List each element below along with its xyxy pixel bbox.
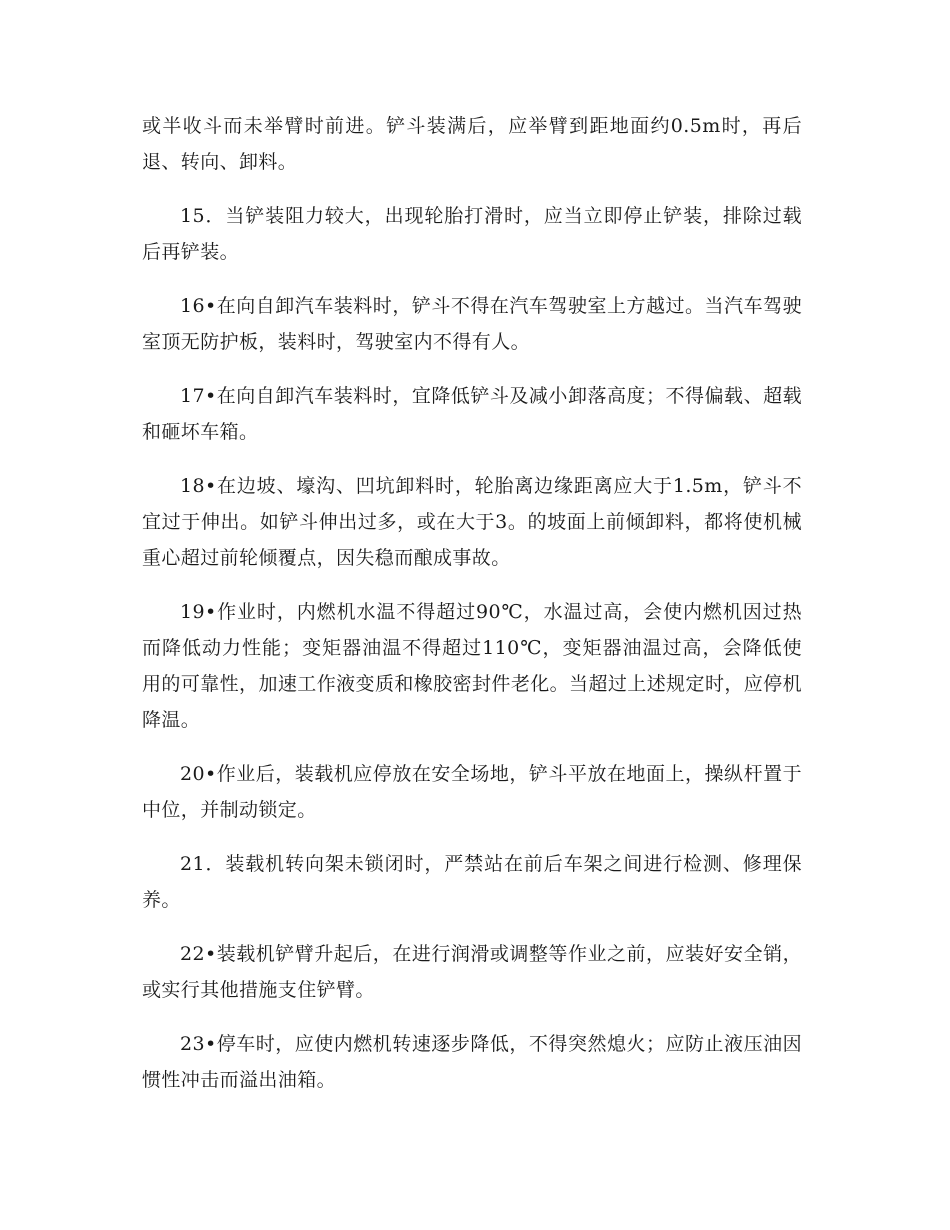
paragraph-item-16: 16•在向自卸汽车装料时，铲斗不得在汽车驾驶室上方越过。当汽车驾驶室顶无防护板，装料时，驾驶室内不得有人。 xyxy=(142,295,802,353)
paragraph-item-20: 20•作业后，装载机应停放在安全场地，铲斗平放在地面上，操纵杆置于中位，并制动锁定。 xyxy=(142,763,802,821)
paragraph-item-22: 22•装载机铲臂升起后，在进行润滑或调整等作业之前，应装好安全销，或实行其他措施支住铲臂。 xyxy=(142,943,802,1001)
paragraph-item-17: 17•在向自卸汽车装料时，宜降低铲斗及减小卸落高度；不得偏载、超载和砸坏车箱。 xyxy=(142,385,802,443)
paragraph-item-19: 19•作业时，内燃机水温不得超过90℃，水温过高，会使内燃机因过热而降低动力性能；变矩器油温不得超过110℃，变矩器油温过高，会降低使用的可靠性，加速工作液变质和橡胶密封件老化。当超过上述规定时，应停机降温。 xyxy=(142,601,802,731)
paragraph-item-23: 23•停车时，应使内燃机转速逐步降低，不得突然熄火；应防止液压油因惯性冲击而溢出油箱。 xyxy=(142,1033,802,1091)
document-body xyxy=(142,108,802,1116)
paragraph-item-15: 15．当铲装阻力较大，出现轮胎打滑时，应当立即停止铲装，排除过载后再铲装。 xyxy=(142,205,802,263)
paragraph-continuation: 或半收斗而未举臂时前进。铲斗装满后，应举臂到距地面约0.5m时，再后退、转向、卸料。 xyxy=(142,115,802,173)
paragraph-item-21: 21．装载机转向架未锁闭时，严禁站在前后车架之间进行检测、修理保养。 xyxy=(142,853,802,911)
paragraph-item-18: 18•在边坡、壕沟、凹坑卸料时，轮胎离边缘距离应大于1.5m，铲斗不宜过于伸出。如铲斗伸出过多，或在大于3。的坡面上前倾卸料，都将使机械重心超过前轮倾覆点，因失稳而酿成事故。 xyxy=(142,475,802,569)
